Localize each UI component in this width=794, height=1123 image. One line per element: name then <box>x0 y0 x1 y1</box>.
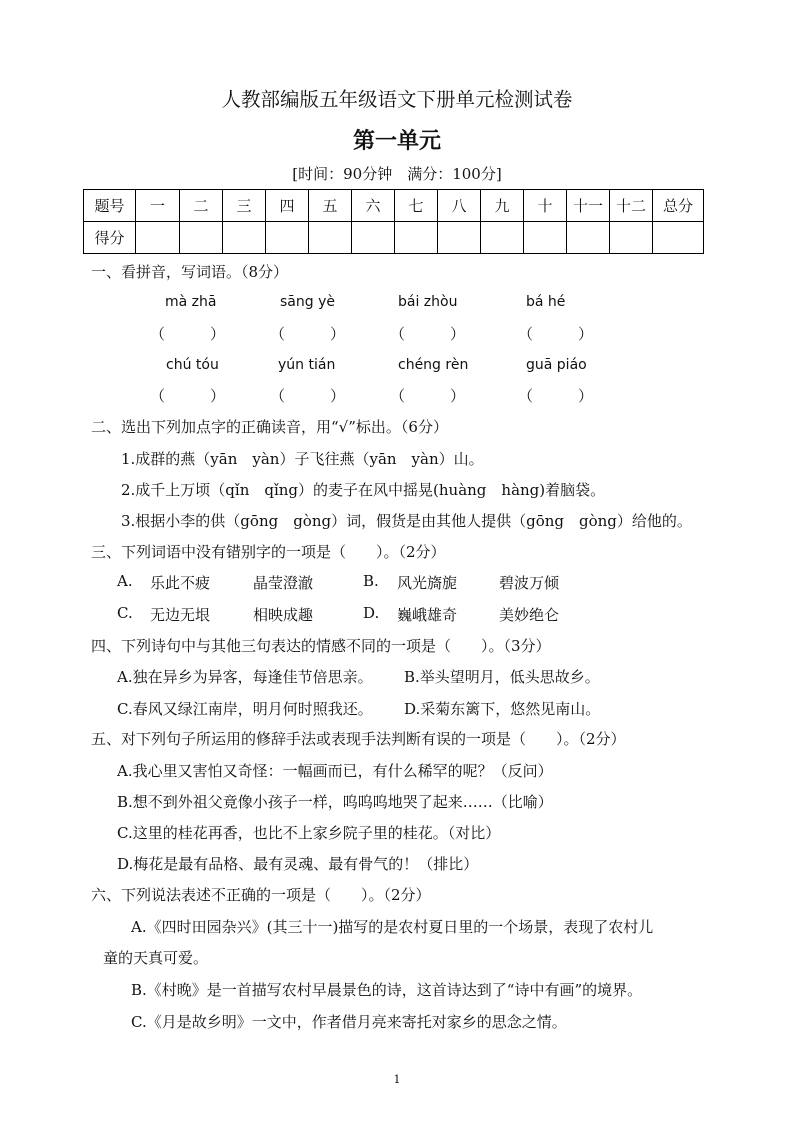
table-cell: 四 <box>266 190 309 222</box>
time-info: [时间：90分钟 满分：100分] <box>292 165 502 183</box>
table-cell: 得分 <box>84 222 136 254</box>
option-letter: B. <box>363 572 379 590</box>
option-letter: C. <box>117 604 133 622</box>
q1-heading: 一、看拼音，写词语。（8分） <box>91 263 289 281</box>
score-cell[interactable] <box>309 222 352 254</box>
q5-heading: 五、对下列句子所运用的修辞手法或表现手法判断有误的一项是（ ）。（2分） <box>91 730 626 748</box>
table-cell: 八 <box>438 190 481 222</box>
q6-option-a: A.《四时田园杂兴》(其三十一)描写的是农村夏日里的一个场景，表现了农村儿 <box>131 918 654 936</box>
option-word: 相映成趣 <box>253 606 314 624</box>
score-table-header-row <box>84 190 704 222</box>
q2-item: 2.成千上万顷（qǐn qǐng）的麦子在风中摇晃(huàng hàng)着脑袋。 <box>121 481 606 499</box>
table-cell: 九 <box>481 190 524 222</box>
q4-option-a: A.独在异乡为异客，每逢佳节倍思亲。 <box>117 668 373 686</box>
score-cell[interactable] <box>136 222 180 254</box>
q2-item: 1.成群的燕（yān yàn）子飞往燕（yān yàn）山。 <box>121 450 484 468</box>
option-word: 乐此不疲 <box>150 574 211 592</box>
table-cell: 总分 <box>653 190 704 222</box>
pinyin-word: yún tián <box>278 357 336 373</box>
answer-blank[interactable]: （ ） <box>150 387 226 405</box>
table-cell: 一 <box>136 190 180 222</box>
score-cell[interactable] <box>524 222 567 254</box>
q5-option: A.我心里又害怕又奇怪：一幅画而已，有什么稀罕的呢？（反问） <box>117 762 553 780</box>
score-cell[interactable] <box>438 222 481 254</box>
table-cell: 五 <box>309 190 352 222</box>
pinyin-word: bá hé <box>526 294 566 310</box>
table-cell: 六 <box>352 190 395 222</box>
q5-option: D.梅花是最有品格、最有灵魂、最有骨气的！（排比） <box>117 855 479 873</box>
score-cell[interactable] <box>180 222 223 254</box>
q4-option-d: D.采菊东篱下，悠然见南山。 <box>404 700 601 718</box>
page-number: 1 <box>393 1073 401 1086</box>
option-word: 碧波万倾 <box>499 574 560 592</box>
score-cell[interactable] <box>481 222 524 254</box>
score-cell[interactable] <box>395 222 438 254</box>
score-cell[interactable] <box>352 222 395 254</box>
table-cell: 十一 <box>567 190 610 222</box>
option-word: 美妙绝仑 <box>499 606 560 624</box>
answer-blank[interactable]: （ ） <box>518 325 594 343</box>
q2-item: 3.根据小李的供（gōng gòng）词，假货是由其他人提供（gōng gòng）给他的。 <box>121 512 692 530</box>
pinyin-word: chú tóu <box>166 357 219 373</box>
q2-heading: 二、选出下列加点字的正确读音，用“√”标出。（6分） <box>91 418 448 436</box>
score-cell[interactable] <box>610 222 653 254</box>
table-cell: 题号 <box>84 190 136 222</box>
score-table <box>83 189 704 254</box>
answer-blank[interactable]: （ ） <box>390 387 466 405</box>
option-letter: D. <box>363 604 380 622</box>
score-cell[interactable] <box>653 222 704 254</box>
answer-blank[interactable]: （ ） <box>270 387 346 405</box>
pinyin-word: guā piáo <box>526 357 587 373</box>
score-cell[interactable] <box>567 222 610 254</box>
q6-heading: 六、下列说法表述不正确的一项是（ ）。（2分） <box>91 886 431 904</box>
exam-title: 人教部编版五年级语文下册单元检测试卷 <box>221 88 573 111</box>
pinyin-word: chéng rèn <box>398 357 469 373</box>
score-cell[interactable] <box>223 222 266 254</box>
option-word: 巍峨雄奇 <box>397 606 458 624</box>
q3-heading: 三、下列词语中没有错别字的一项是（ ）。（2分） <box>91 543 446 561</box>
pinyin-word: bái zhòu <box>398 294 458 310</box>
option-word: 晶莹澄澈 <box>253 574 314 592</box>
pinyin-word: mà zhā <box>165 294 217 310</box>
score-table-score-row <box>84 222 704 254</box>
q6-option-a-cont: 童的天真可爱。 <box>103 949 209 967</box>
answer-blank[interactable]: （ ） <box>150 325 226 343</box>
table-cell: 二 <box>180 190 223 222</box>
option-letter: A. <box>117 572 133 590</box>
q5-option: C.这里的桂花再香，也比不上家乡院子里的桂花。（对比） <box>117 824 501 842</box>
answer-blank[interactable]: （ ） <box>390 325 466 343</box>
q6-option-b: B.《村晚》是一首描写农村早晨景色的诗，这首诗达到了“诗中有画”的境界。 <box>131 981 643 999</box>
q4-heading: 四、下列诗句中与其他三句表达的情感不同的一项是（ ）。（3分） <box>91 637 551 655</box>
q6-option-c: C.《月是故乡明》一文中，作者借月亮来寄托对家乡的思念之情。 <box>131 1013 567 1031</box>
table-cell: 十二 <box>610 190 653 222</box>
table-cell: 三 <box>223 190 266 222</box>
table-cell: 七 <box>395 190 438 222</box>
pinyin-word: sāng yè <box>280 294 335 310</box>
answer-blank[interactable]: （ ） <box>518 387 594 405</box>
q4-option-b: B.举头望明月，低头思故乡。 <box>404 668 600 686</box>
unit-title: 第一单元 <box>352 128 441 154</box>
score-cell[interactable] <box>266 222 309 254</box>
option-word: 风光旖旎 <box>397 574 458 592</box>
option-word: 无边无垠 <box>150 606 211 624</box>
q4-option-c: C.春风又绿江南岸，明月何时照我还。 <box>117 700 373 718</box>
table-cell: 十 <box>524 190 567 222</box>
answer-blank[interactable]: （ ） <box>270 325 346 343</box>
q5-option: B.想不到外祖父竟像小孩子一样，呜呜呜地哭了起来……（比喻） <box>117 793 553 811</box>
